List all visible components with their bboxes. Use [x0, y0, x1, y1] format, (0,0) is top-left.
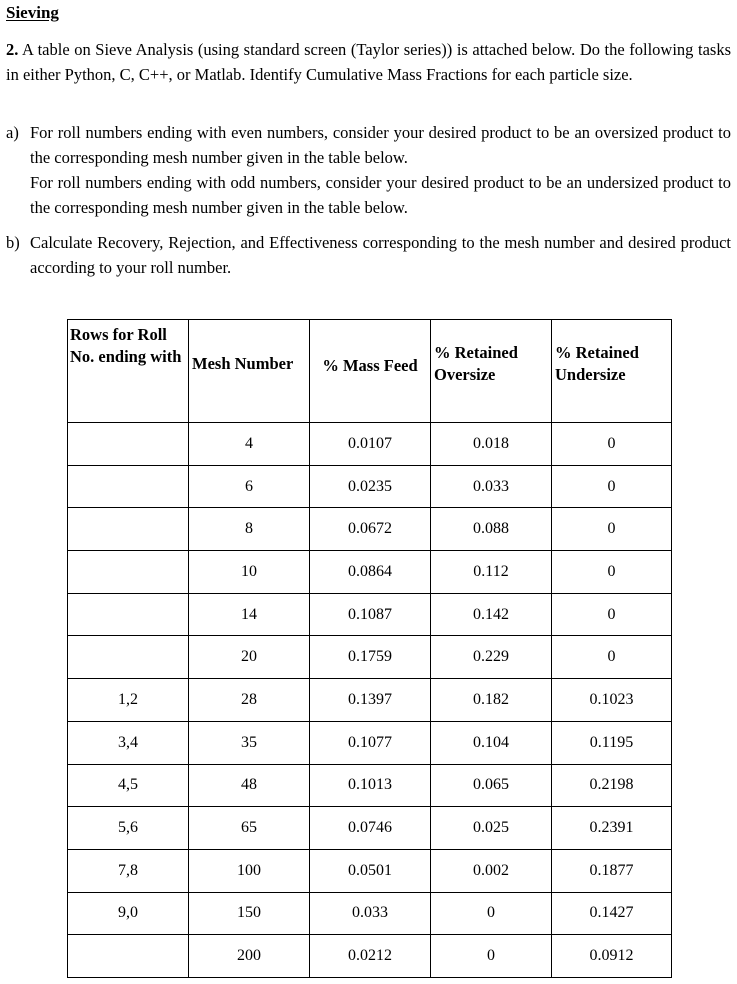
cell-roll-no: 7,8 [68, 849, 189, 892]
question-paragraph [6, 37, 731, 87]
cell-mesh-number: 14 [189, 593, 310, 636]
cell-mesh-number: 65 [189, 807, 310, 850]
cell-retained-oversize: 0.112 [431, 551, 552, 594]
part-b-text: Calculate Recovery, Rejection, and Effectiveness corresponding to the mesh number and desired product according to your roll number. [30, 233, 731, 277]
table-row [68, 721, 672, 764]
header-mesh-number: Mesh Number [189, 320, 310, 423]
cell-mesh-number: 4 [189, 423, 310, 466]
cell-retained-undersize: 0.1023 [552, 679, 672, 722]
cell-mesh-number: 20 [189, 636, 310, 679]
cell-retained-oversize: 0.002 [431, 849, 552, 892]
cell-mesh-number: 6 [189, 465, 310, 508]
cell-retained-oversize: 0.088 [431, 508, 552, 551]
table-row [68, 593, 672, 636]
cell-retained-undersize: 0.2198 [552, 764, 672, 807]
cell-mass-feed: 0.033 [310, 892, 431, 935]
cell-mass-feed: 0.1013 [310, 764, 431, 807]
header-retained-oversize: % Retained Oversize [431, 320, 552, 423]
cell-retained-oversize: 0.104 [431, 721, 552, 764]
header-mass-feed: % Mass Feed [310, 320, 431, 423]
table-header-row [68, 320, 672, 423]
table-row [68, 807, 672, 850]
cell-roll-no [68, 935, 189, 978]
sieve-analysis-table [67, 319, 672, 978]
cell-retained-undersize: 0 [552, 423, 672, 466]
table-row [68, 892, 672, 935]
table-row [68, 679, 672, 722]
cell-retained-oversize: 0.033 [431, 465, 552, 508]
cell-mass-feed: 0.1759 [310, 636, 431, 679]
cell-mass-feed: 0.0672 [310, 508, 431, 551]
cell-roll-no [68, 636, 189, 679]
cell-retained-oversize: 0.025 [431, 807, 552, 850]
question-text: A table on Sieve Analysis (using standard screen (Taylor series)) is attached below. Do the following tasks in either Python, C, C++, or Matlab. Identify Cumulative Mass Fractions for each particle size. [6, 40, 731, 84]
cell-roll-no: 1,2 [68, 679, 189, 722]
cell-mass-feed: 0.0501 [310, 849, 431, 892]
part-b-line [6, 230, 731, 280]
table-row [68, 764, 672, 807]
cell-retained-undersize: 0.1195 [552, 721, 672, 764]
cell-retained-undersize: 0.1877 [552, 849, 672, 892]
cell-retained-undersize: 0.1427 [552, 892, 672, 935]
part-b [6, 230, 731, 280]
cell-mesh-number: 150 [189, 892, 310, 935]
cell-roll-no: 3,4 [68, 721, 189, 764]
part-a-text1: For roll numbers ending with even numbers, consider your desired product to be an oversized product to the corresponding mesh number given in the table below. [30, 123, 731, 167]
cell-mesh-number: 28 [189, 679, 310, 722]
cell-retained-undersize: 0 [552, 551, 672, 594]
header-roll-no: Rows for Roll No. ending with [68, 320, 189, 423]
cell-mass-feed: 0.1397 [310, 679, 431, 722]
cell-retained-oversize: 0 [431, 892, 552, 935]
cell-retained-oversize: 0.229 [431, 636, 552, 679]
cell-mass-feed: 0.0107 [310, 423, 431, 466]
part-a-label: a) [6, 123, 19, 142]
part-a-line1 [6, 120, 731, 170]
question-number: 2. [6, 40, 19, 59]
cell-retained-undersize: 0 [552, 465, 672, 508]
page-heading: Sieving [6, 3, 59, 22]
cell-roll-no: 4,5 [68, 764, 189, 807]
cell-roll-no: 5,6 [68, 807, 189, 850]
cell-retained-oversize: 0.142 [431, 593, 552, 636]
table-row [68, 423, 672, 466]
cell-roll-no [68, 593, 189, 636]
cell-retained-undersize: 0.0912 [552, 935, 672, 978]
cell-retained-oversize: 0.182 [431, 679, 552, 722]
table-row [68, 636, 672, 679]
cell-mesh-number: 100 [189, 849, 310, 892]
cell-retained-undersize: 0 [552, 593, 672, 636]
table-row [68, 508, 672, 551]
cell-retained-oversize: 0.018 [431, 423, 552, 466]
cell-mass-feed: 0.0212 [310, 935, 431, 978]
table-row [68, 849, 672, 892]
table-row [68, 465, 672, 508]
cell-roll-no: 9,0 [68, 892, 189, 935]
cell-retained-undersize: 0 [552, 508, 672, 551]
cell-mesh-number: 200 [189, 935, 310, 978]
cell-roll-no [68, 465, 189, 508]
cell-mass-feed: 0.0746 [310, 807, 431, 850]
cell-roll-no [68, 423, 189, 466]
header-retained-undersize: % Retained Undersize [552, 320, 672, 423]
part-b-label: b) [6, 233, 20, 252]
table-row [68, 551, 672, 594]
cell-retained-undersize: 0.2391 [552, 807, 672, 850]
cell-mass-feed: 0.0235 [310, 465, 431, 508]
cell-mesh-number: 35 [189, 721, 310, 764]
cell-mesh-number: 8 [189, 508, 310, 551]
cell-retained-undersize: 0 [552, 636, 672, 679]
part-a-text2: For roll numbers ending with odd numbers, consider your desired product to be an undersized product to the corresponding mesh number given in the table below. [30, 173, 731, 217]
cell-mass-feed: 0.1077 [310, 721, 431, 764]
cell-retained-oversize: 0 [431, 935, 552, 978]
cell-roll-no [68, 551, 189, 594]
cell-roll-no [68, 508, 189, 551]
cell-retained-oversize: 0.065 [431, 764, 552, 807]
table-row [68, 935, 672, 978]
cell-mass-feed: 0.0864 [310, 551, 431, 594]
part-a [6, 120, 731, 220]
cell-mesh-number: 10 [189, 551, 310, 594]
cell-mesh-number: 48 [189, 764, 310, 807]
cell-mass-feed: 0.1087 [310, 593, 431, 636]
